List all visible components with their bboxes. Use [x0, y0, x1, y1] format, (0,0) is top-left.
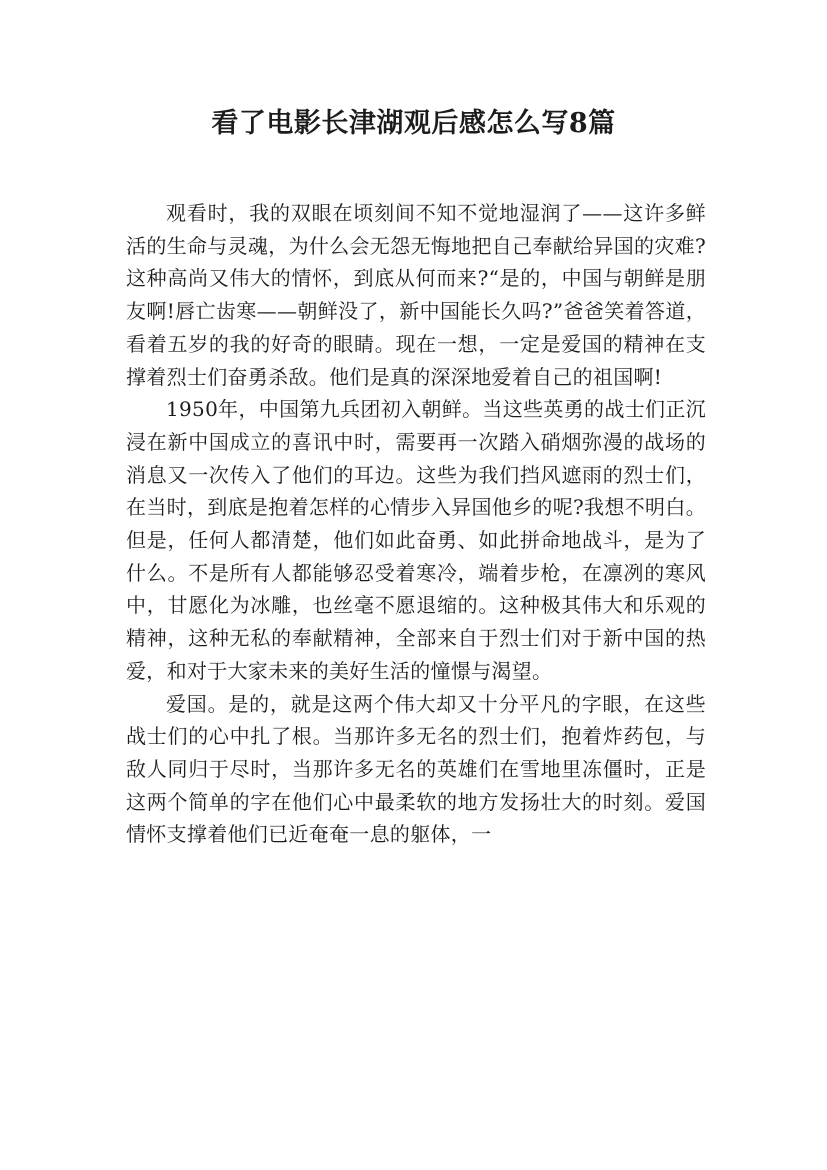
paragraph-1: 观看时，我的双眼在顷刻间不知不觉地湿润了——这许多鲜活的生命与灵魂，为什么会无怨无悔地把自己奉献给异国的灾难?这种高尚又伟大的情怀，到底从何而来?“是的，中国与朝鲜是朋友啊!唇亡齿寒——朝鲜没了，新中国能长久吗?”爸爸笑着答道，看着五岁的我的好奇的眼睛。现在一想，一定是爱国的精神在支撑着烈士们奋勇杀敌。他们是真的深深地爱着自己的祖国啊!	[126, 201, 706, 389]
paragraph-3: 爱国。是的，就是这两个伟大却又十分平凡的字眼，在这些战士们的心中扎了根。当那许多无名的烈士们，抱着炸药包，与敌人同归于尽时，当那许多无名的英雄们在雪地里冻僵时，正是这两个简单的字在他们心中最柔软的地方发扬壮大的时刻。爱国情怀支撑着他们已近奄奄一息的躯体，一	[126, 691, 706, 847]
paragraph-2: 1950年，中国第九兵团初入朝鲜。当这些英勇的战士们正沉浸在新中国成立的喜讯中时，需要再一次踏入硝烟弥漫的战场的消息又一次传入了他们的耳边。这些为我们挡风遮雨的烈士们，在当时，到底是抱着怎样的心情步入异国他乡的呢?我想不明白。但是，任何人都清楚，他们如此奋勇、如此拼命地战斗，是为了什么。不是所有人都能够忍受着寒冷，端着步枪，在凛冽的寒风中，甘愿化为冰雕，也丝毫不愿退缩的。这种极其伟大和乐观的精神，这种无私的奉献精神，全部来自于烈士们对于新中国的热爱，和对于大家未来的美好生活的憧憬与渴望。	[126, 397, 706, 683]
document-body	[126, 197, 706, 851]
document-title: 看了电影长津湖观后感怎么写8篇	[211, 108, 616, 139]
